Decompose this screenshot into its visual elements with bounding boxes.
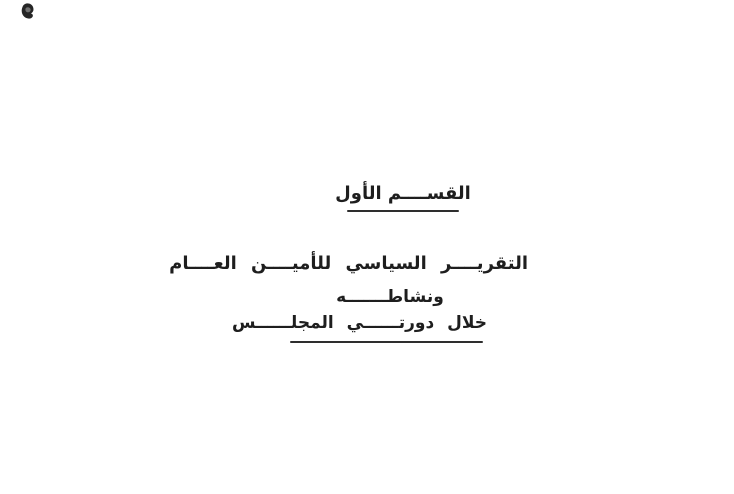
section-heading-underline xyxy=(347,210,459,212)
ink-smudge-mark xyxy=(21,3,35,19)
sessions-line: خلال دورتــــــي المجلــــــس xyxy=(232,313,487,333)
activity-line: ونشاطـــــــه xyxy=(336,287,444,307)
section-heading: القســــم الأول xyxy=(335,183,471,204)
sessions-underline xyxy=(290,341,483,343)
report-title-line: التقريــــر السياسي للأميــــن العــــام xyxy=(169,253,528,274)
